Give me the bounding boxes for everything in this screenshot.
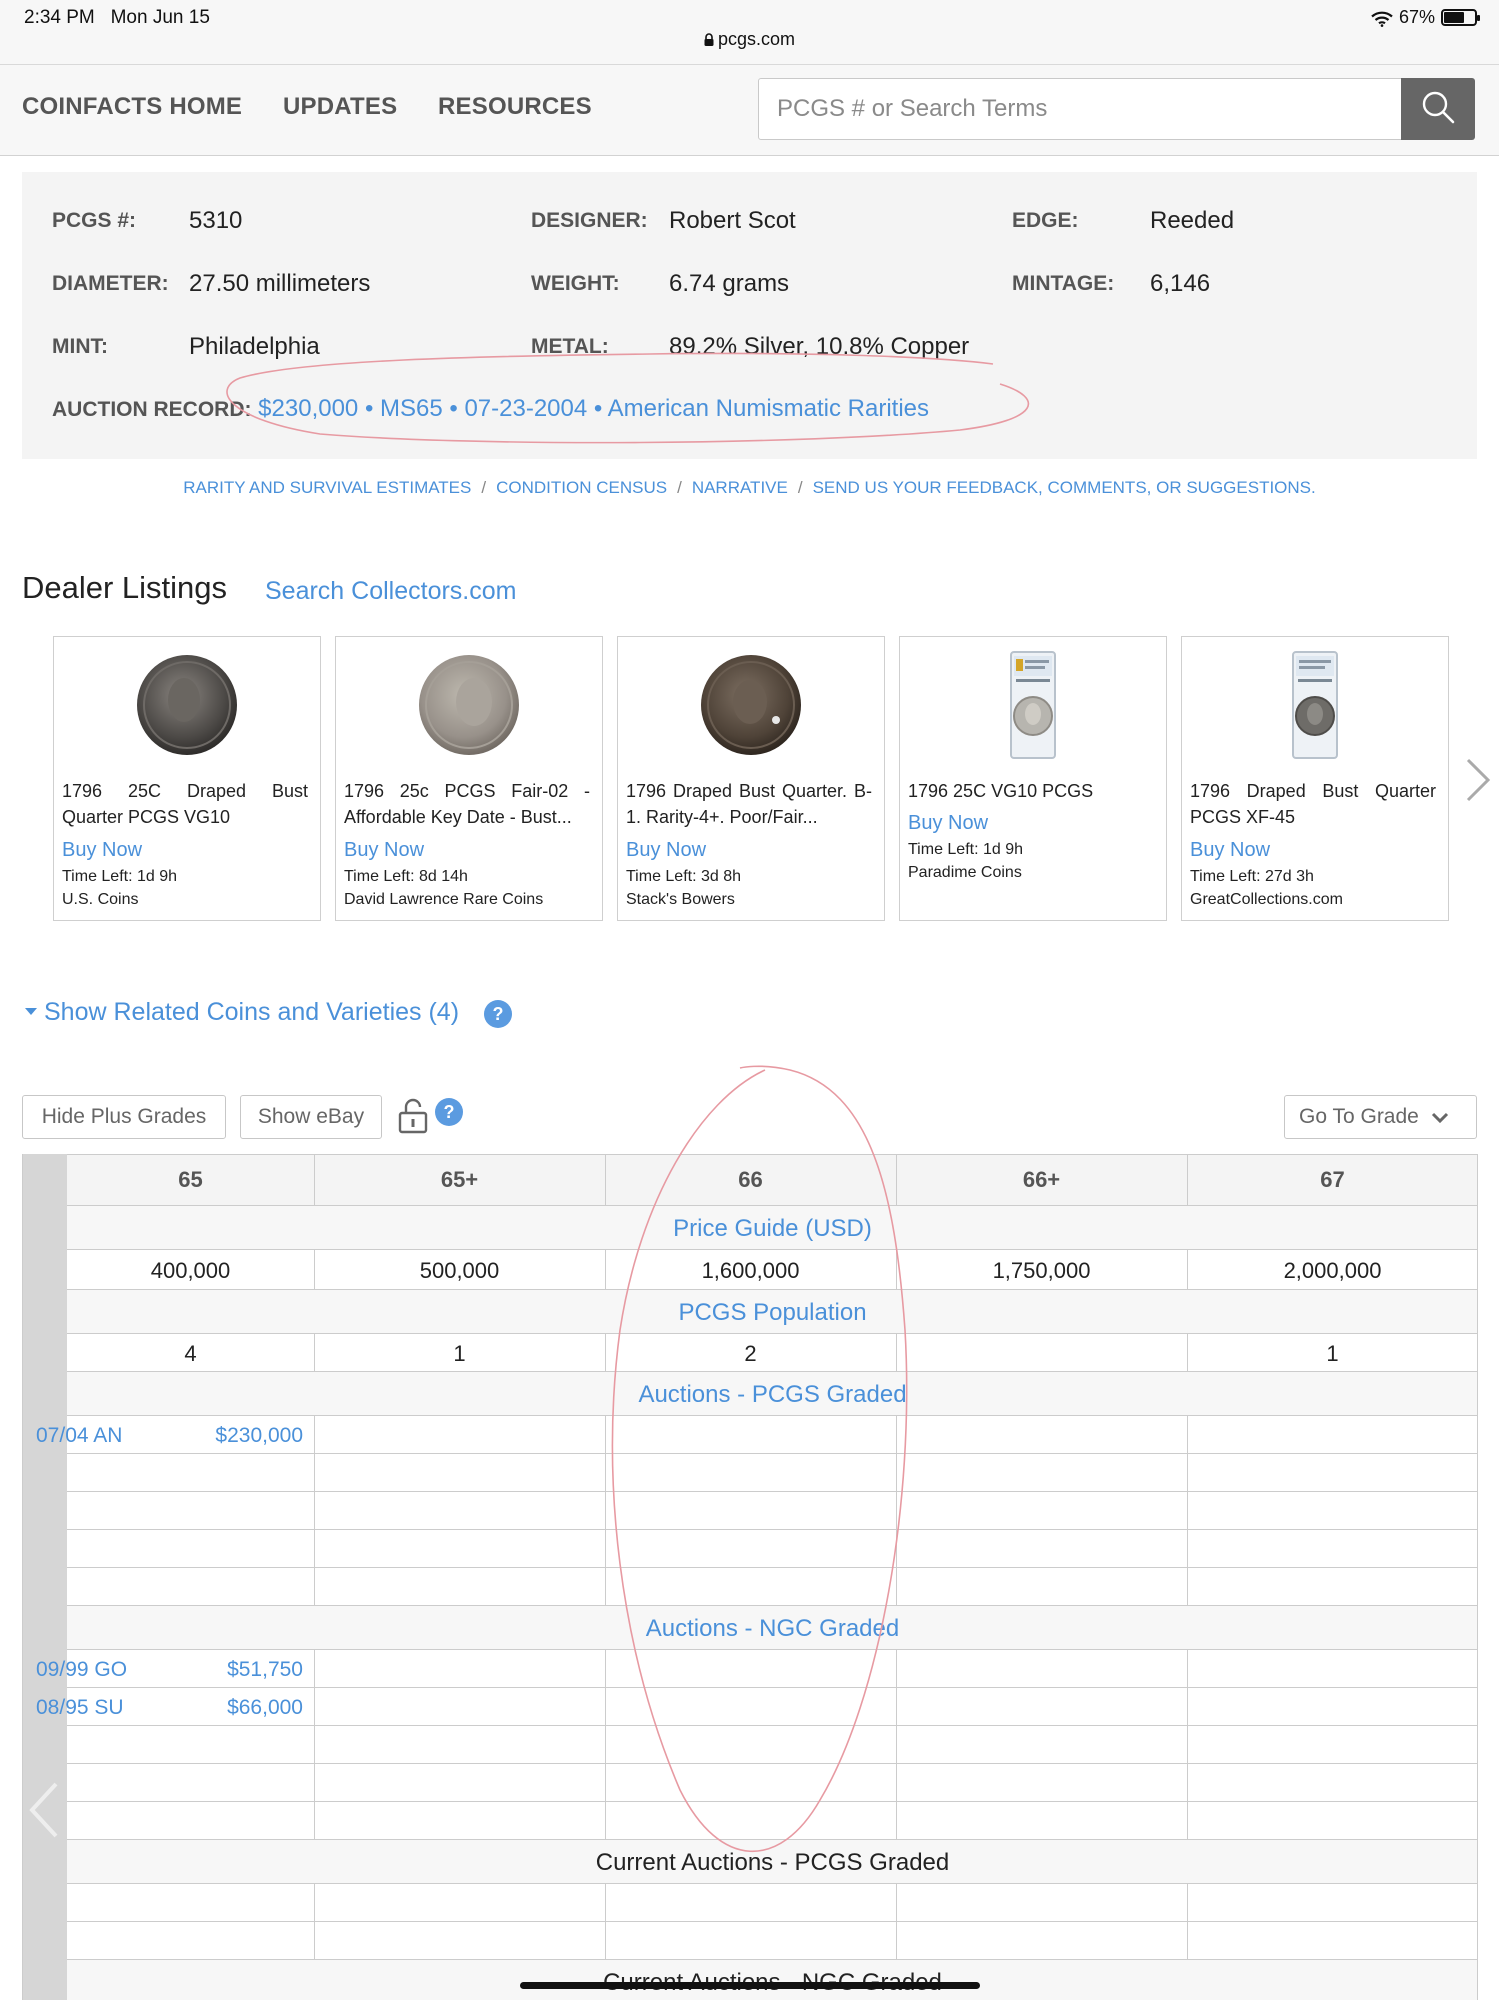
- site-navbar: [0, 64, 1499, 156]
- current-auction-row: [67, 1922, 1478, 1960]
- search-input[interactable]: [759, 79, 1401, 139]
- price-cell: 2,000,000: [1283, 1258, 1382, 1283]
- link-feedback[interactable]: SEND US YOUR FEEDBACK, COMMENTS, OR SUGGESTIONS.: [812, 478, 1316, 497]
- chevron-down-icon: [1431, 1106, 1449, 1130]
- nav-resources[interactable]: RESOURCES: [438, 93, 592, 120]
- battery-percent: 67%: [1398, 7, 1435, 27]
- grid-prev-button[interactable]: [26, 1780, 62, 1840]
- price-cell: 400,000: [150, 1258, 231, 1283]
- listing-title[interactable]: 1796 Draped Bust Quarter. B-1. Rarity-4+. Poor/Fair...: [626, 781, 872, 827]
- mintage-label: MINTAGE:: [1012, 272, 1115, 295]
- listing-title[interactable]: 1796 25C Draped Bust Quarter PCGS VG10: [62, 781, 308, 827]
- price-guide-link[interactable]: Price Guide (USD): [673, 1215, 872, 1242]
- pcgs-auctions-link[interactable]: Auctions - PCGS Graded: [638, 1381, 907, 1408]
- link-narrative[interactable]: NARRATIVE: [691, 478, 788, 497]
- search-button[interactable]: [1401, 78, 1475, 140]
- time-left: Time Left: 8d 14h: [344, 868, 468, 885]
- search-icon: [1420, 89, 1456, 130]
- auction-row: [67, 1764, 1478, 1802]
- pcgs-population-link[interactable]: PCGS Population: [678, 1299, 867, 1326]
- weight-value: 6.74 grams: [669, 270, 790, 297]
- price-cell: 500,000: [419, 1258, 500, 1283]
- show-related-label: Show Related Coins and Varieties (4): [44, 998, 460, 1026]
- population-cell: 4: [184, 1341, 197, 1366]
- grade-header-66plus[interactable]: 66+: [1022, 1167, 1061, 1192]
- auction-record: [52, 395, 929, 423]
- time-left: Time Left: 1d 9h: [908, 841, 1024, 858]
- mintage-value: 6,146: [1150, 270, 1211, 297]
- auction-row: [67, 1802, 1478, 1840]
- buy-now-link[interactable]: Buy Now: [626, 839, 707, 861]
- grade-header-66[interactable]: 66: [738, 1167, 763, 1192]
- coin-image: [696, 650, 806, 760]
- auction-date-link[interactable]: 08/95 SU: [36, 1696, 124, 1719]
- auction-record-link[interactable]: $230,000 • MS65 • 07-23-2004 • American Numismatic Rarities: [258, 395, 930, 422]
- pcgs-number-value: 5310: [189, 207, 243, 234]
- grade-header-65plus[interactable]: 65+: [440, 1167, 479, 1192]
- mint-label: MINT:: [52, 335, 108, 358]
- metal-value: 89.2% Silver, 10.8% Copper: [669, 333, 970, 360]
- auction-price-link[interactable]: $66,000: [227, 1696, 303, 1719]
- price-grid: [22, 1154, 1477, 2000]
- coin-image: [132, 650, 242, 760]
- coin-specs-panel: [22, 172, 1477, 459]
- chevron-left-icon: [26, 1827, 62, 1844]
- current-auction-row: [67, 1884, 1478, 1922]
- dealer-card[interactable]: [1181, 636, 1449, 921]
- time-left: Time Left: 27d 3h: [1190, 868, 1314, 885]
- seller-name: Paradime Coins: [908, 864, 1022, 881]
- current-pcgs-auctions-heading: Current Auctions - PCGS Graded: [595, 1849, 950, 1876]
- seller-name: GreatCollections.com: [1190, 891, 1343, 908]
- status-bar: [0, 0, 1499, 64]
- separator: /: [677, 478, 682, 497]
- dealer-card[interactable]: [617, 636, 885, 921]
- chevron-right-icon: [1462, 790, 1492, 807]
- auction-record-label: AUCTION RECORD:: [52, 398, 252, 421]
- diameter-value: 27.50 millimeters: [189, 270, 371, 297]
- lock-icon: [704, 30, 714, 42]
- dealer-listings-title: Dealer Listings: [22, 570, 228, 605]
- auction-row: [67, 1726, 1478, 1764]
- auction-price-link[interactable]: $51,750: [227, 1658, 303, 1681]
- unlock-button[interactable]: [398, 1098, 428, 1139]
- separator: /: [481, 478, 487, 497]
- buy-now-link[interactable]: Buy Now: [62, 839, 143, 861]
- wifi-icon: [1371, 11, 1393, 25]
- grade-header-67[interactable]: 67: [1320, 1167, 1345, 1192]
- auction-row: [67, 1492, 1478, 1530]
- price-cell: 1,600,000: [701, 1258, 800, 1283]
- auction-date-link[interactable]: 09/99 GO: [36, 1658, 128, 1681]
- url-text: pcgs.com: [717, 29, 796, 49]
- nav-updates[interactable]: UPDATES: [283, 93, 398, 120]
- home-indicator: [520, 1982, 980, 1989]
- search-collectors-link[interactable]: Search Collectors.com: [265, 577, 517, 605]
- auction-row: [67, 1530, 1478, 1568]
- grid-row-gutter: [23, 1154, 67, 2000]
- help-icon[interactable]: ?: [484, 1000, 512, 1028]
- listing-title[interactable]: 1796 25C VG10 PCGS: [908, 781, 1094, 801]
- carousel-next-button[interactable]: [1462, 757, 1492, 803]
- show-related-toggle[interactable]: [24, 998, 459, 1027]
- seller-name: David Lawrence Rare Coins: [344, 891, 544, 908]
- coin-image: [414, 650, 524, 760]
- ngc-auctions-link[interactable]: Auctions - NGC Graded: [645, 1615, 900, 1642]
- edge-value: Reeded: [1150, 207, 1235, 234]
- slab-image: [978, 650, 1088, 760]
- link-rarity-survival[interactable]: RARITY AND SURVIVAL ESTIMATES: [183, 478, 472, 497]
- auction-date-link[interactable]: 07/04 AN: [36, 1424, 123, 1447]
- price-cell: 1,750,000: [992, 1258, 1091, 1283]
- edge-label: EDGE:: [1012, 209, 1079, 232]
- address-bar[interactable]: [0, 29, 1499, 50]
- go-to-grade-label: Go To Grade: [1299, 1105, 1419, 1128]
- time-left: Time Left: 1d 9h: [62, 868, 178, 885]
- battery-status: [1371, 7, 1477, 28]
- population-cell: 2: [744, 1341, 757, 1366]
- auction-row: [67, 1568, 1478, 1606]
- hide-plus-grades-button[interactable]: Hide Plus Grades: [22, 1095, 226, 1139]
- unlock-icon: [398, 1121, 428, 1138]
- help-icon[interactable]: ?: [435, 1098, 463, 1126]
- dealer-card[interactable]: [53, 636, 321, 921]
- buy-now-link[interactable]: Buy Now: [1190, 839, 1271, 861]
- seller-name: Stack's Bowers: [626, 891, 735, 908]
- link-condition-census[interactable]: CONDITION CENSUS: [496, 478, 668, 497]
- auction-row: [67, 1454, 1478, 1492]
- caret-down-icon: [24, 995, 38, 1024]
- status-time: 2:34 PM Mon Jun 15: [24, 7, 210, 28]
- time-left: Time Left: 3d 8h: [626, 868, 742, 885]
- slab-image: [1260, 650, 1370, 760]
- buy-now-link[interactable]: Buy Now: [908, 812, 989, 834]
- mint-value: Philadelphia: [189, 333, 320, 360]
- auction-price-link[interactable]: $230,000: [215, 1424, 303, 1447]
- buy-now-link[interactable]: Buy Now: [344, 839, 425, 861]
- search-box: [758, 78, 1402, 140]
- grade-header-65[interactable]: 65: [178, 1167, 203, 1192]
- population-cell: 1: [1326, 1341, 1339, 1366]
- metal-label: METAL:: [531, 335, 609, 358]
- designer-label: DESIGNER:: [531, 209, 648, 232]
- coin-sublinks: [0, 478, 1499, 498]
- listing-title[interactable]: 1796 Draped Bust Quarter PCGS XF-45: [1190, 781, 1436, 827]
- battery-icon: [1441, 9, 1477, 26]
- dealer-card[interactable]: [335, 636, 603, 921]
- population-cell: 1: [453, 1341, 466, 1366]
- separator: /: [797, 478, 803, 497]
- listing-title[interactable]: 1796 25c PCGS Fair-02 - Affordable Key Date - Bust...: [344, 781, 590, 827]
- nav-coinfacts-home[interactable]: COINFACTS HOME: [22, 93, 243, 120]
- diameter-label: DIAMETER:: [52, 272, 169, 295]
- go-to-grade-select[interactable]: [1284, 1095, 1477, 1139]
- show-ebay-button[interactable]: Show eBay: [240, 1095, 382, 1139]
- dealer-card[interactable]: [899, 636, 1167, 921]
- seller-name: U.S. Coins: [62, 891, 139, 908]
- pcgs-number-label: PCGS #:: [52, 209, 137, 232]
- weight-label: WEIGHT:: [531, 272, 620, 295]
- designer-value: Robert Scot: [669, 207, 796, 234]
